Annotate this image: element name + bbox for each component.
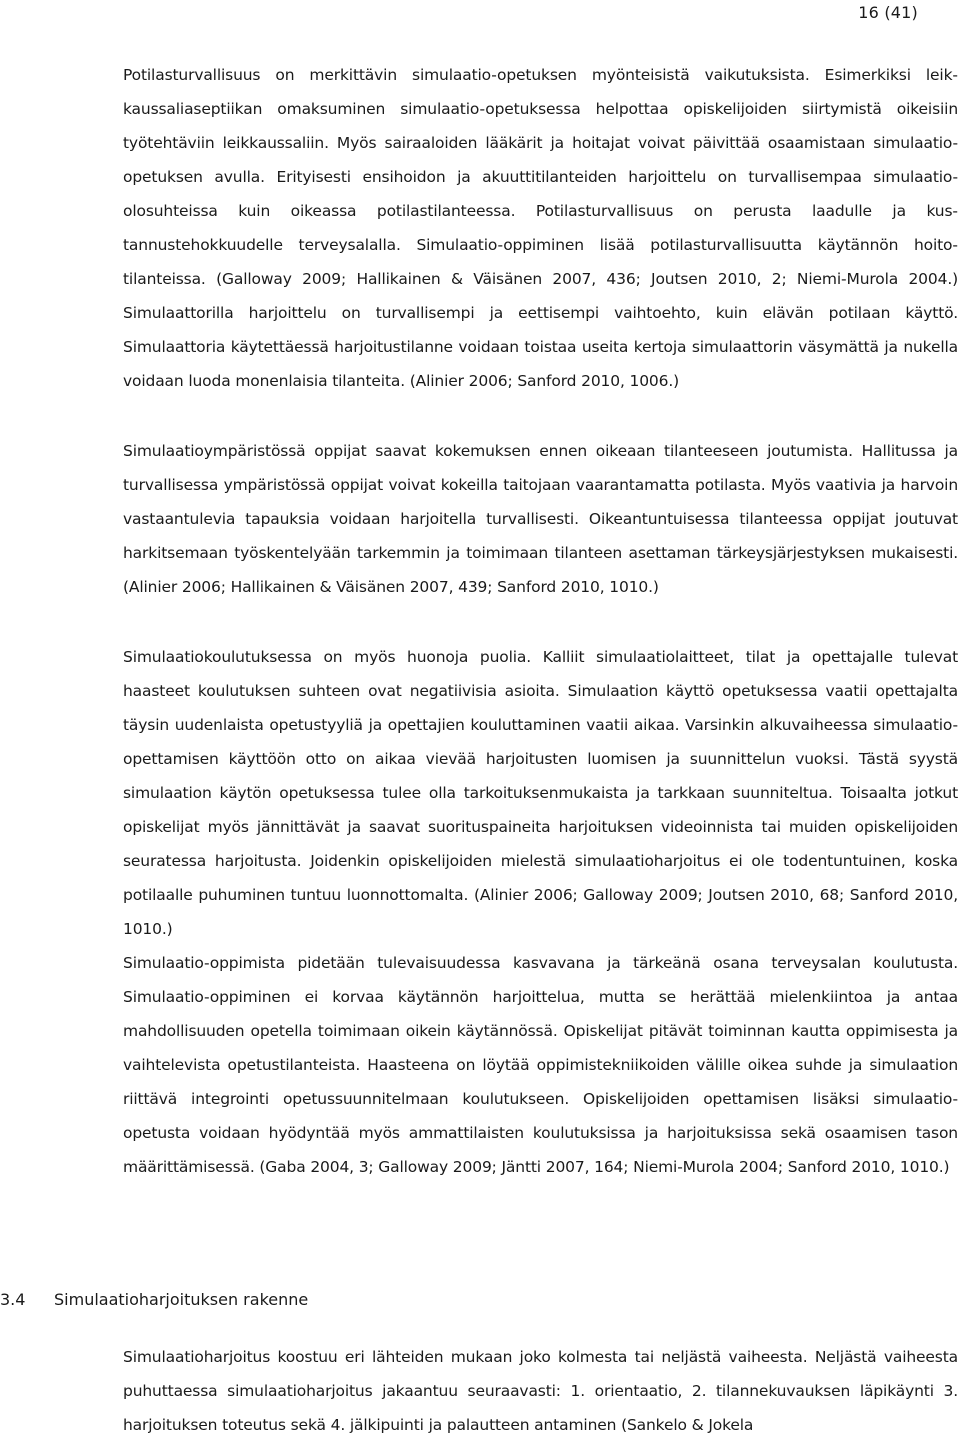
paragraph-future: Simulaatio-oppimista pidetään tulevaisuudessa kasvavana ja tärkeänä osana terveysalan koulutusta. Simulaatio-oppiminen ei korvaa käytännön harjoittelua, mutta se herättää mielenkiintoa ja antaa mahdollisuuden opetella toimimaan oikein käytännössä. Opiskelijat pitävät toiminnan kautta oppimisesta ja vaihtelevista opetustilanteista. Haasteena on löytää oppimistekniikoiden välille oikea suhde ja simulaation riittävä integrointi opetussuunnitelmaan koulutukseen. Opiskelijoiden opettamisen lisäksi simulaatio-opetusta voidaan hyödyntää myös ammattilaisten koulutuksissa ja harjoituksissa sekä osaamisen tason määrittämisessä. (Gaba 2004, 3; Galloway 2009; Jäntti 2007, 164; Niemi-Murola 2004; Sanford 2010, 1010.) [123, 954, 958, 1176]
paragraph-patient-safety: Potilasturvallisuus on merkittävin simulaatio-opetuksen myönteisistä vaikutuksista. Esimerkiksi leikkaussaliaseptiikan omaksuminen simulaatio-opetuksessa helpottaa opiskelijoiden siirtymistä oikeisiin työtehtäviin leikkaussaliin. Myös sairaaloiden lääkärit ja hoitajat voivat päivittää osaamistaan simulaatio-opetuksen avulla. Erityisesti ensihoidon ja akuuttitilanteiden harjoittelu on turvallisempaa simulaatio-olosuhteissa kuin oikeassa potilastilanteessa. Potilasturvallisuus on perusta laadulle ja kustannustehokkuudelle terveysalalla. Simulaatio-oppiminen lisää potilasturvallisuutta käytännön hoitotilanteissa. (Galloway 2009; Hallikainen & Väisänen 2007, 436; Joutsen 2010, 2; Niemi-Murola 2004.) Simulaattorilla harjoittelu on turvallisempi ja eettisempi vaihtoehto, kuin elävän potilaan käyttö. Simulaattoria käytettäessä harjoitustilanne voidaan toistaa useita kertoja simulaattorin väsymättä ja nukella voidaan luoda monenlaisia tilanteita. (Alinier 2006; Sanford 2010, 1006.) [123, 66, 958, 390]
section-heading [0, 1285, 600, 1315]
paragraph-structure: Simulaatioharjoitus koostuu eri lähteiden mukaan joko kolmesta tai neljästä vaiheesta. Neljästä vaiheesta puhuttaessa simulaatioharjoitus jakaantuu seuraavasti: 1. orientaatio, 2. tilannekuvauksen läpikäynti 3. harjoituksen toteutus sekä 4. jälkipuinti ja palautteen antaminen (Sankelo & Jokela [123, 1348, 958, 1434]
paragraph-simulation-environment: Simulaatioympäristössä oppijat saavat kokemuksen ennen oikeaan tilanteeseen joutumista. Hallitussa ja turvallisessa ympäristössä oppijat voivat kokeilla taitojaan vaarantamatta potilasta. Myös vaativia ja harvoin vastaantulevia tapauksia voidaan harjoitella turvallisesti. Oikeantuntuisessa tilanteessa oppijat joutuvat harkitsemaan työskentelyään tarkemmin ja toimimaan tilanteen asettaman tärkeysjärjestyksen mukaisesti. (Alinier 2006; Hallikainen & Väisänen 2007, 439; Sanford 2010, 1010.) [123, 442, 958, 596]
paragraph-drawbacks: Simulaatiokoulutuksessa on myös huonoja puolia. Kalliit simulaatiolaitteet, tilat ja opettajalle tulevat haasteet koulutuksen suhteen ovat negatiivisia asioita. Simulaation käyttö opetuksessa vaatii opettajalta täysin uudenlaista opetustyyliä ja opettajien kouluttaminen vaatii aikaa. Varsinkin alkuvaiheessa simulaatio-opettamisen käyttöön otto on aikaa vievää harjoitusten luomisen ja suunnittelun vuoksi. Tästä syystä simulaation käytön opetuksessa tulee olla tarkoituksenmukaista ja tarkkaan suunniteltua. Toisaalta jotkut opiskelijat myös jännittävät ja saavat suorituspaineita harjoituksen videoinnista tai muiden opiskelijoiden seuratessa harjoitusta. Joidenkin opiskelijoiden mielestä simulaatioharjoitus ei ole todentuntuinen, koska potilaalle puhuminen tuntuu luonnottomalta. (Alinier 2006; Galloway 2009; Joutsen 2010, 68; Sanford 2010, 1010.) [123, 648, 958, 938]
page-number: 16 (41) [858, 3, 918, 22]
section-number: 3.4 [0, 1290, 26, 1309]
section-title: Simulaatioharjoituksen rakenne [54, 1290, 309, 1309]
